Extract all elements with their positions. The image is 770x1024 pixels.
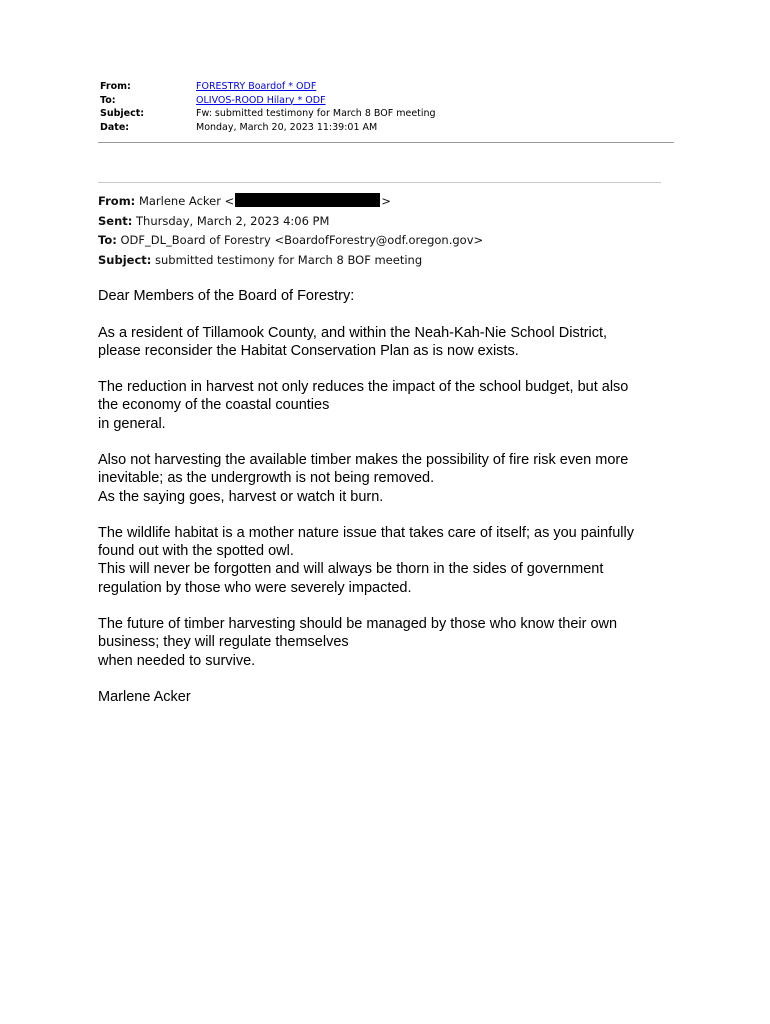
paragraph-4-line-2: found out with the spotted owl. [98, 543, 294, 560]
header-date-label: Date: [100, 121, 130, 133]
header-from-label: From: [100, 81, 131, 92]
paragraph-3-line-3: As the saying goes, harvest or watch it burn. [98, 488, 384, 505]
paragraph-2 [98, 378, 698, 433]
paragraph-3 [98, 451, 698, 506]
header-subject-row [100, 107, 674, 121]
message-body [98, 287, 698, 725]
paragraph-5-line-2: business; they will regulate themselves [98, 634, 349, 651]
forwarded-from-name: Marlene Acker < [138, 194, 235, 208]
forwarded-from-row [98, 192, 698, 212]
forward-divider [98, 182, 661, 183]
forwarded-sent-value: Thursday, March 2, 2023 4:06 PM [136, 213, 330, 228]
header-to-row [100, 94, 674, 108]
paragraph-4-line-3: This will never be forgotten and will always be thorn in the sides of government [98, 561, 604, 578]
header-from-row [100, 80, 674, 94]
paragraph-3-line-1: Also not harvesting the available timber makes the possibility of fire risk even more [98, 452, 629, 469]
paragraph-1 [98, 324, 698, 360]
paragraph-4 [98, 524, 698, 597]
forwarded-sent-label: Sent: [98, 213, 133, 228]
forwarded-header [98, 192, 698, 270]
paragraph-1-line-2: please reconsider the Habitat Conservation Plan as is now exists. [98, 342, 519, 359]
header-from-link[interactable]: FORESTRY Boardof * ODF [196, 81, 317, 92]
paragraph-5-line-1: The future of timber harvesting should be managed by those who know their own [98, 616, 618, 633]
forwarded-to-label: To: [98, 233, 117, 247]
email-header [100, 80, 674, 134]
header-divider [98, 142, 674, 143]
header-to-link[interactable]: OLIVOS-ROOD Hilary * ODF [196, 94, 326, 106]
forwarded-from-close: > [381, 194, 391, 208]
forwarded-from-label: From: [98, 194, 136, 208]
redacted-email-block [235, 193, 380, 207]
paragraph-4-line-1: The wildlife habitat is a mother nature issue that takes care of itself; as you painfully [98, 525, 634, 542]
forwarded-subject-label: Subject: [98, 252, 152, 267]
header-date-value: Monday, March 20, 2023 11:39:01 AM [196, 121, 378, 133]
paragraph-5 [98, 615, 698, 670]
header-date-row [100, 121, 674, 135]
paragraph-1-line-1: As a resident of Tillamook County, and within the Neah-Kah-Nie School District, [98, 324, 608, 341]
paragraph-5-line-3: when needed to survive. [98, 652, 256, 669]
greeting: Dear Members of the Board of Forestry: [98, 288, 355, 304]
paragraph-2-line-1: The reduction in harvest not only reduces the impact of the school budget, but also [98, 379, 629, 396]
paragraph-4-line-4: regulation by those who were severely impacted. [98, 579, 412, 596]
forwarded-sent-row [98, 212, 698, 232]
paragraph-2-line-2: the economy of the coastal counties [98, 397, 330, 414]
header-subject-value: Fw: submitted testimony for March 8 BOF meeting [196, 108, 436, 119]
forwarded-subject-value: submitted testimony for March 8 BOF meeting [155, 252, 423, 267]
header-subject-label: Subject: [100, 108, 145, 119]
forwarded-to-value: ODF_DL_Board of Forestry <BoardofForestry@odf.oregon.gov> [120, 233, 484, 247]
paragraph-3-line-2: inevitable; as the undergrowth is not being removed. [98, 470, 435, 487]
header-to-label: To: [100, 94, 116, 106]
paragraph-2-line-3: in general. [98, 415, 166, 432]
signature: Marlene Acker [98, 689, 191, 706]
forwarded-subject-row [98, 251, 698, 271]
forwarded-to-row [98, 231, 698, 251]
